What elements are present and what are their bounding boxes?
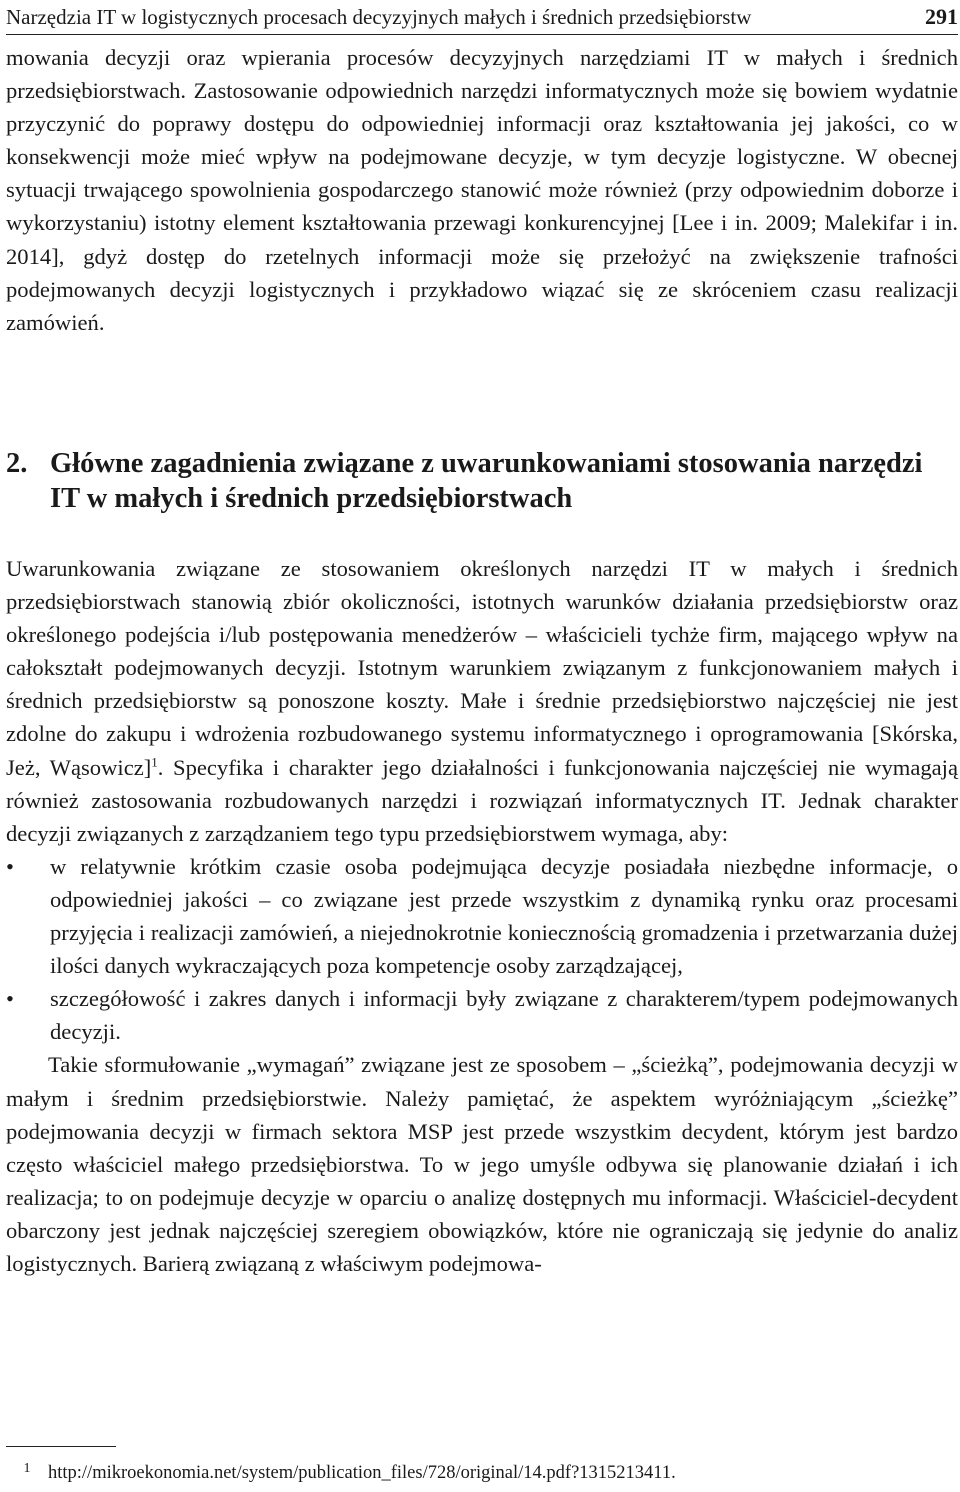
body-section-text [6,552,958,1280]
page-number: 291 [925,4,958,29]
list-item-text: w relatywnie krótkim czasie osoba podejmująca decyzje posiadała niezbędne informacje, o odpowiedniej jakości – co związane jest przede wszystkim z dynamiką rynku oraz procesami przyjęcia i realizacji zamówień, a niejednokrotnie koniecznością gromadzenia i przetwarzania dużej ilości danych wykraczających poza kompetencje osoby zarządzającej, [50,853,958,979]
body-paragraph-1 [6,41,958,339]
paragraph-text: mowania decyzji oraz wpierania procesów decyzyjnych narzędziami IT w małych i średnich przedsiębiorstwach. Zastosowanie odpowiednich narzędzi informatycznych może się bowiem wydatnie przyczynić do poprawy dostępu do odpowiedniej informacji oraz kształtowania jej jakości, co w konsekwencji może mieć wpływ na podejmowane decyzje, w tym decyzje logistyczne. W obecnej sytuacji trwającego spowolnienia gospodarczego stanowić może również (przy odpowiednim doborze i wykorzystaniu) istotny element kształtowania przewagi konkurencyjnej [Lee i in. 2009; Malekifar i in. 2014], gdyż dostęp do rzetelnych informacji może się przełożyć na zwiększenie trafności podejmowanych decyzji logistycznych i przykładowo wiązać się ze skróceniem czasu realizacji zamówień. [6,45,958,335]
footnote-reference[interactable]: 1 [151,754,158,770]
footnote-mark: 1 [23,1461,31,1476]
section-heading [6,446,958,516]
running-title: Narzędzia IT w logistycznych procesach decyzyjnych małych i średnich przedsiębiorstw [6,5,752,29]
paragraph-text: Uwarunkowania związane ze stosowaniem określonych narzędzi IT w małych i średnich przedsiębiorstwach stanowią zbiór okoliczności, istotnych warunków działania przedsiębiorstw oraz określonego podejścia i/lub postępowania menedżerów – właścicieli tychże firm, mającego wpływ na całokształt podejmowanych decyzji. Istotnym warunkiem związanym z funkcjonowaniem małych i średnich przedsiębiorstw są ponoszone koszty. Małe i średnie przedsiębiorstwo najczęściej nie jest zdolne do zakupu i wdrożenia rozbudowanego systemu informatycznego i oprogramowania [Skórska, Jeż, Wąsowicz] [6,556,958,780]
bullet-list [6,850,958,1049]
list-item-text: szczegółowość i zakres danych i informacji były związane z charakterem/typem podejmowanych decyzji. [50,986,958,1045]
footnote [6,1460,958,1486]
list-item [6,982,958,1048]
list-item [6,850,958,982]
section-title: Główne zagadnienia związane z uwarunkowaniami stosowania narzędzi IT w małych i średnich przedsiębiorstwach [50,448,923,514]
body-paragraph-2 [6,552,958,850]
bullet-icon: • [6,853,14,879]
bullet-icon: • [6,986,14,1012]
footnote-link[interactable]: http://mikroekonomia.net/system/publication_files/728/original/14.pdf?1315213411. [48,1463,676,1483]
running-header [6,0,958,35]
paragraph-text: . Specyfika i charakter jego działalności i funkcjonowania najczęściej nie wymagają również zastosowania rozbudowanych narzędzi i rozwiązań informatycznych IT. Jednak charakter decyzji związanych z zarządzaniem tego typu przedsiębiorstwem wymaga, aby: [6,754,958,846]
body-paragraph-3: Takie sformułowanie „wymagań” związane jest ze sposobem – „ścieżką”, podejmowania decyzji w małym i średnim przedsiębiorstwie. Należy pamiętać, że aspektem wyróżniającym „ścieżkę” podejmowania decyzji w firmach sektora MSP jest przede wszystkim decydent, którym jest bardzo często właściciel małego przedsiębiorstwa. To w jego umyśle odbywa się planowanie działań i ich realizacja; to on podejmuje decyzje w oparciu o analizę dostępnych mu informacji. Właściciel-decydent obarczony jest jednak najczęściej szeregiem obowiązków, które nie ograniczają się jedynie do analiz logistycznych. Barierą związaną z właściwym podejmowa- [6,1052,958,1276]
footnote-divider [6,1446,116,1447]
section-number: 2. [6,448,28,479]
